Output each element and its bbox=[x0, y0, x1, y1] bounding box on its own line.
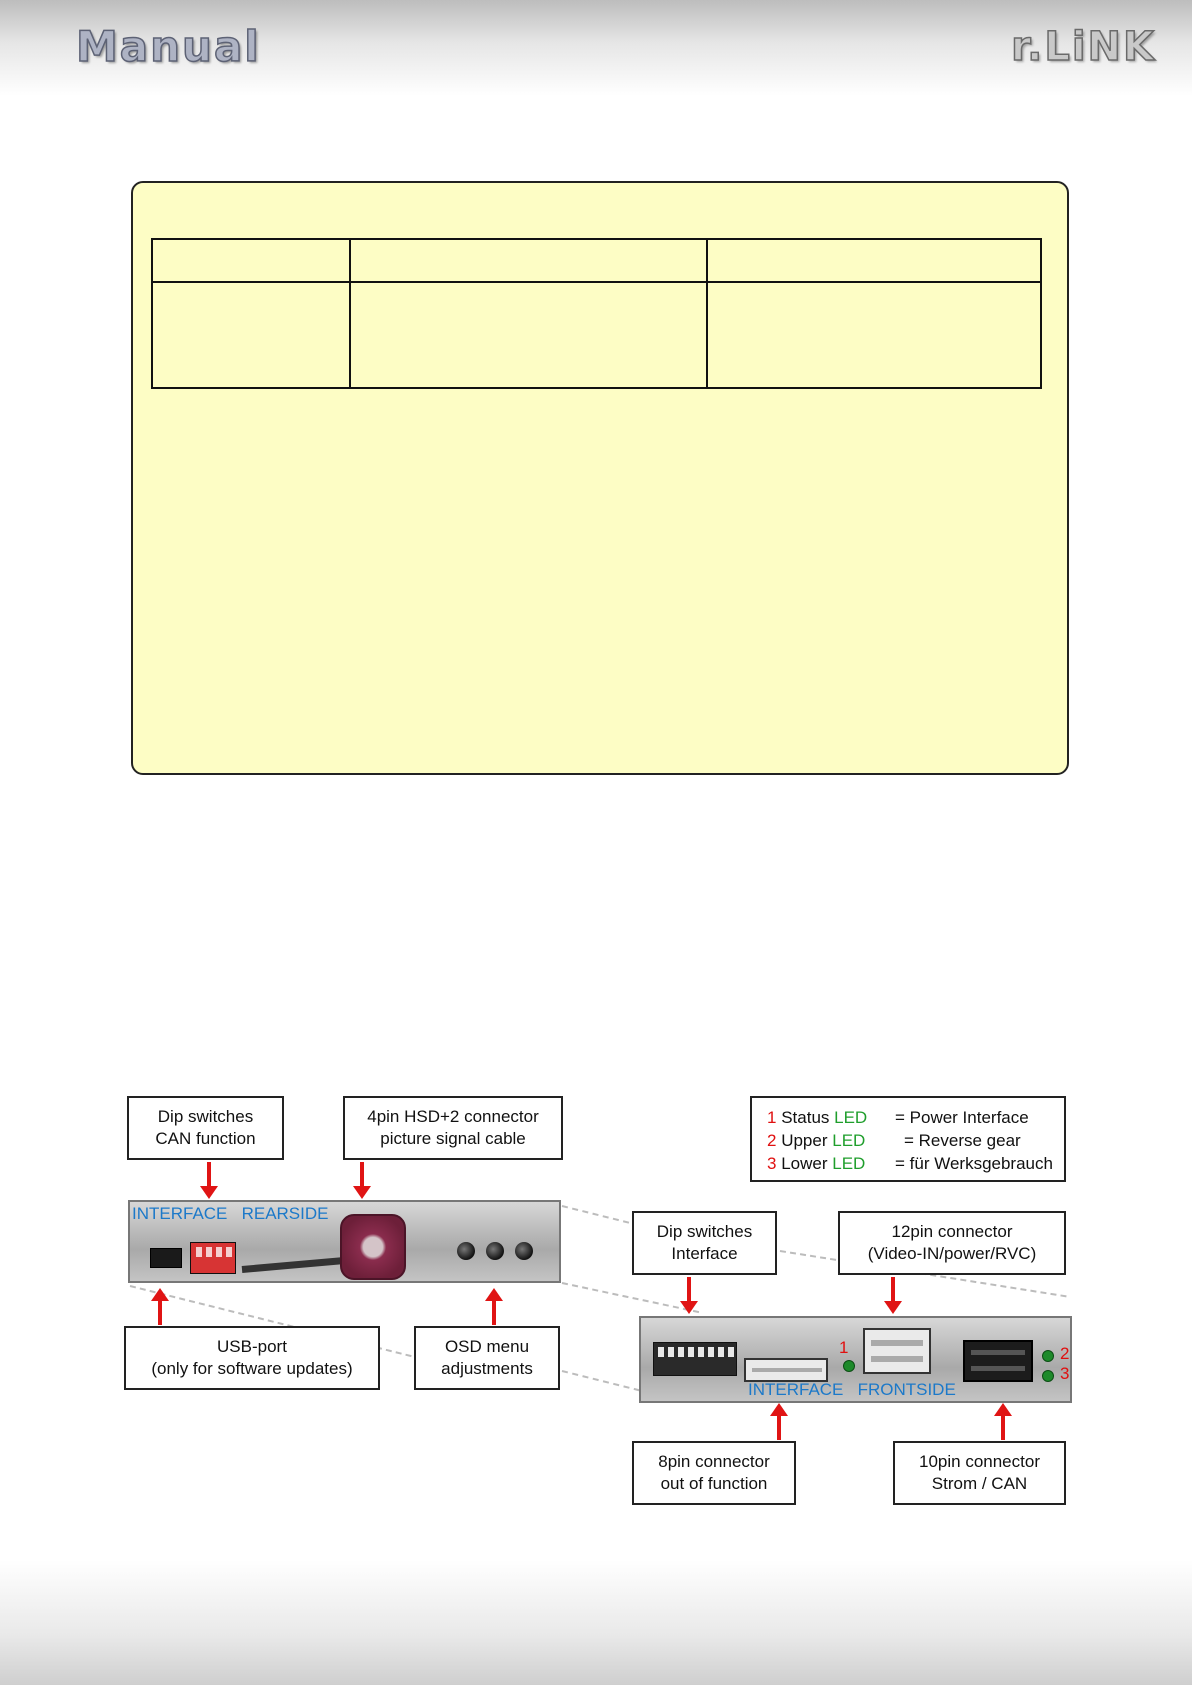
led-number: 2 bbox=[767, 1131, 777, 1150]
osd-button bbox=[457, 1242, 475, 1260]
rearside-label bbox=[132, 1204, 329, 1224]
led-description: = für Werksgebrauch bbox=[895, 1154, 1053, 1173]
arrow-down-icon bbox=[207, 1162, 211, 1187]
led-name: Status bbox=[781, 1108, 830, 1127]
guide-line bbox=[562, 1282, 699, 1313]
info-panel bbox=[131, 181, 1069, 775]
info-table bbox=[151, 238, 1042, 389]
hsd-connector-label bbox=[343, 1096, 563, 1160]
label-line: 12pin connector bbox=[891, 1222, 1013, 1241]
label-line: 8pin connector bbox=[658, 1452, 770, 1471]
upper-led bbox=[1042, 1350, 1054, 1362]
label-line: USB-port bbox=[217, 1337, 287, 1356]
guide-line bbox=[562, 1370, 640, 1391]
led-description: = Reverse gear bbox=[904, 1131, 1021, 1150]
label-word: FRONTSIDE bbox=[857, 1380, 956, 1399]
osd-button bbox=[486, 1242, 504, 1260]
10pin-connector bbox=[963, 1340, 1033, 1382]
label-word: REARSIDE bbox=[241, 1204, 329, 1223]
led-marker-2: 2 bbox=[1060, 1344, 1070, 1363]
table-cell bbox=[350, 282, 707, 388]
led-number: 3 bbox=[767, 1154, 777, 1173]
label-line: 4pin HSD+2 connector bbox=[367, 1107, 539, 1126]
led-number: 1 bbox=[767, 1108, 777, 1127]
label-word: INTERFACE bbox=[132, 1204, 228, 1223]
usb-port bbox=[150, 1248, 182, 1268]
led-name: Upper bbox=[781, 1131, 828, 1150]
label-line: picture signal cable bbox=[380, 1129, 526, 1148]
led-name: Lower bbox=[781, 1154, 828, 1173]
label-line: Strom / CAN bbox=[931, 1474, 1028, 1493]
label-word: INTERFACE bbox=[748, 1380, 844, 1399]
10pin-connector-label bbox=[893, 1441, 1066, 1505]
8pin-connector-label bbox=[632, 1441, 796, 1505]
table-cell bbox=[707, 239, 1041, 282]
label-line: out of function bbox=[660, 1474, 768, 1493]
table-header-row bbox=[152, 239, 1041, 282]
label-line: OSD menu bbox=[444, 1337, 530, 1356]
8pin-connector bbox=[744, 1358, 828, 1382]
frontside-label bbox=[748, 1380, 956, 1400]
led-marker-1: 1 bbox=[839, 1338, 849, 1357]
arrow-down-icon bbox=[891, 1277, 895, 1302]
osd-button bbox=[515, 1242, 533, 1260]
12pin-connector bbox=[863, 1328, 931, 1374]
table-cell bbox=[152, 282, 350, 388]
dip-switches-interface-label bbox=[632, 1211, 777, 1275]
hsd-connector bbox=[340, 1214, 406, 1280]
table-cell bbox=[707, 282, 1041, 388]
label-line: Interface bbox=[671, 1244, 738, 1263]
label-line: Dip switches bbox=[157, 1107, 254, 1126]
label-line: adjustments bbox=[441, 1359, 533, 1378]
led-legend-row bbox=[767, 1152, 1064, 1175]
dip-switches-can-label bbox=[127, 1096, 284, 1160]
arrow-up-icon bbox=[777, 1415, 781, 1440]
rlink-logo: r.LiNK bbox=[1011, 24, 1156, 70]
label-line: 10pin connector bbox=[919, 1452, 1040, 1471]
page-header bbox=[0, 0, 1192, 96]
table-row bbox=[152, 282, 1041, 388]
led-legend-row bbox=[767, 1106, 1064, 1129]
led-marker-3: 3 bbox=[1060, 1364, 1070, 1383]
label-line: CAN function bbox=[155, 1129, 256, 1148]
dip-switch-can bbox=[190, 1242, 236, 1274]
page-footer bbox=[0, 1560, 1192, 1685]
status-led bbox=[843, 1360, 855, 1372]
arrow-up-icon bbox=[492, 1300, 496, 1325]
lower-led bbox=[1042, 1370, 1054, 1382]
table-cell bbox=[350, 239, 707, 282]
dip-switch-interface bbox=[653, 1342, 737, 1376]
usb-port-label bbox=[124, 1326, 380, 1390]
arrow-up-icon bbox=[1001, 1415, 1005, 1440]
table-cell bbox=[152, 239, 350, 282]
interface-rearside bbox=[128, 1200, 561, 1283]
led-word: LED bbox=[832, 1131, 866, 1150]
arrow-down-icon bbox=[360, 1162, 364, 1187]
label-line: (Video-IN/power/RVC) bbox=[867, 1244, 1037, 1263]
label-line: (only for software updates) bbox=[151, 1359, 353, 1378]
12pin-connector-label bbox=[838, 1211, 1066, 1275]
osd-menu-label bbox=[414, 1326, 560, 1390]
interface-frontside bbox=[639, 1316, 1072, 1403]
led-legend bbox=[750, 1096, 1066, 1182]
led-word: LED bbox=[832, 1154, 866, 1173]
arrow-up-icon bbox=[158, 1300, 162, 1325]
label-line: Dip switches bbox=[656, 1222, 753, 1241]
manual-logo: Manual bbox=[76, 22, 261, 71]
arrow-down-icon bbox=[687, 1277, 691, 1302]
led-word: LED bbox=[834, 1108, 868, 1127]
led-description: = Power Interface bbox=[895, 1108, 1029, 1127]
led-legend-row bbox=[767, 1129, 1064, 1152]
